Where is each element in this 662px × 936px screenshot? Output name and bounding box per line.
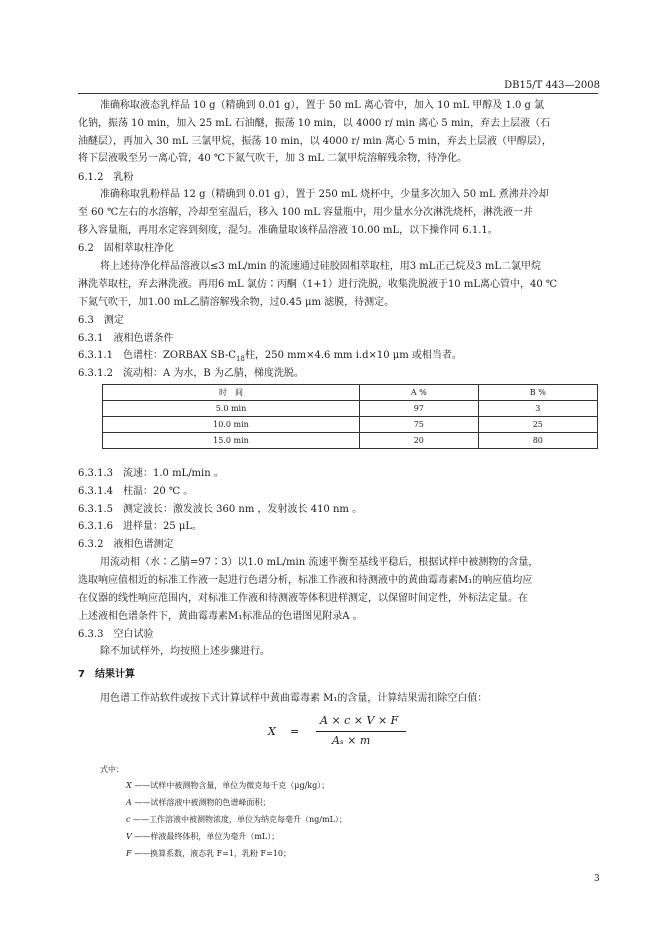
section-6-3-2-line: 用流动相（水∶乙腈=97∶3）以1.0 mL/min 流速平衡至基线平稳后，根据试样中被测物的含量， <box>100 557 539 568</box>
formula-numerator: A × c × V × F <box>320 714 399 727</box>
intro-line: 油醚层），再加入 30 mL 三氯甲烷，振荡 10 min，以 4000 r/ min 离心 5 min，弃去上层液（甲醇层）， <box>78 136 552 147</box>
table-cell: 80 <box>478 433 597 449</box>
section-6-3-2-line: 上述液相色谱条件下，黄曲霉毒素M₁标准品的色谱图见附录A 。 <box>78 611 363 622</box>
section-6-2-heading: 6.2 固相萃取柱净化 <box>78 243 174 254</box>
variable-definition <box>126 831 279 843</box>
table-header-row <box>103 385 598 401</box>
formula-lhs: X <box>268 725 276 738</box>
column-spec-subscript: 18 <box>235 355 245 363</box>
table-cell: 20 <box>359 433 478 449</box>
table-cell: 3 <box>478 401 597 417</box>
header-rule <box>78 93 598 94</box>
document-code: DB15/T 443—2008 <box>504 80 600 91</box>
variable-symbol: V <box>126 832 132 841</box>
fraction-bar <box>316 731 406 732</box>
table-row <box>103 401 598 417</box>
section-6-3-3-line: 除不加试样外，均按照上述步骤进行。 <box>100 646 270 657</box>
formula-equals: = <box>290 725 300 738</box>
variable-definition <box>126 848 291 860</box>
variable-definition <box>126 780 329 792</box>
injection-volume: 6.3.1.6 进样量：25 μL。 <box>78 521 203 532</box>
table-cell: 75 <box>359 417 478 433</box>
column-spec-label: 6.3.1.1 色谱柱：ZORBAX SB-C <box>78 350 236 361</box>
table-cell: 10.0 min <box>103 417 360 433</box>
variable-description: ——样液最终体积，单位为毫升（mL）； <box>131 832 280 841</box>
section-6-1-2-line: 移入容量瓶，再用水定容到刻度，混匀。准确量取该样品溶液 10.00 mL，以下操作同 6.1.1。 <box>78 225 498 236</box>
variable-description: ——工作溶液中被测物浓度，单位为纳克每毫升（ng/mL）； <box>130 815 347 824</box>
section-6-3-heading: 6.3 测定 <box>78 315 124 326</box>
section-6-1-2-line: 准确称取乳粉样品 12 g（精确到 0.01 g），置于 250 mL 烧杯中，少量多次加入 50 mL 煮沸并冷却 <box>100 189 549 200</box>
table-cell: 15.0 min <box>103 433 360 449</box>
table-header-cell: 时 间 <box>103 385 360 401</box>
variable-symbol: X <box>126 781 132 790</box>
column-spec <box>78 349 598 366</box>
table-cell: 97 <box>359 401 478 417</box>
table-row <box>103 433 598 449</box>
section-6-2-line: 淋洗萃取柱，弃去淋洗液。再用6 mL 氯仿∶丙酮（1+1）进行洗脱，收集洗脱液于10 mL离心管中，40 ℃ <box>78 279 558 290</box>
column-spec-rest: 柱，250 mm×4.6 mm i.d×10 μm 或相当者。 <box>244 350 462 361</box>
section-6-1-2-line: 至 60 ℃左右的水溶解，冷却至室温后，移入 100 mL 容量瓶中，用少量水分次淋洗烧杯，淋洗液一并 <box>78 207 534 218</box>
variables-intro: 式中： <box>100 765 124 774</box>
intro-line: 化钠，振荡 10 min，加入 25 mL 石油醚，振荡 10 min，以 4000 r/ min 离心 5 min，弃去上层液（石 <box>78 118 551 129</box>
section-7-heading: 7 结果计算 <box>78 669 135 680</box>
section-6-3-2-heading: 6.3.2 液相色谱测定 <box>78 539 174 550</box>
page-number: 3 <box>594 874 600 884</box>
formula-denominator: Aₛ × m <box>332 734 371 747</box>
table-cell: 5.0 min <box>103 401 360 417</box>
section-6-2-line: 下氮气吹干，加1.00 mL乙腈溶解残余物，过0.45 μm 滤膜，待测定。 <box>78 297 395 308</box>
intro-line: 准确称取液态乳样品 10 g（精确到 0.01 g），置于 50 mL 离心管中，加入 10 mL 甲醇及 1.0 g 氯 <box>100 100 545 111</box>
section-6-3-2-line: 在仪器的线性响应范围内，对标准工作液和待测液等体积进样测定，以保留时间定性，外标法定量。在 <box>78 593 528 604</box>
section-6-3-2-line: 选取响应值相近的标准工作液一起进行色谱分析，标准工作液和待测液中的黄曲霉毒素M₁的响应值均应 <box>78 575 533 586</box>
table-header-cell: A % <box>359 385 478 401</box>
section-6-1-2-heading: 6.1.2 乳粉 <box>78 172 134 183</box>
variable-symbol: A <box>126 798 132 807</box>
variable-description: ——试样溶液中被测物的色谱峰面积； <box>131 798 271 807</box>
variable-description: ——试样中被测物含量，单位为微克每千克（μg/kg）； <box>131 781 330 790</box>
variable-definition <box>126 814 347 826</box>
column-temperature: 6.3.1.4 柱温：20 ℃ 。 <box>78 486 194 497</box>
table-cell: 25 <box>478 417 597 433</box>
flow-rate: 6.3.1.3 流速：1.0 mL/min 。 <box>78 468 224 479</box>
table-header-cell: B % <box>478 385 597 401</box>
section-6-3-3-heading: 6.3.3 空白试验 <box>78 629 154 640</box>
variable-description: ——换算系数，液态乳 F=1，乳粉 F=10； <box>131 849 291 858</box>
mobile-phase: 6.3.1.2 流动相：A 为水，B 为乙腈，梯度洗脱。 <box>78 368 304 379</box>
table-row <box>103 417 598 433</box>
section-6-3-1-heading: 6.3.1 液相色谱条件 <box>78 333 174 344</box>
gradient-table <box>102 384 598 449</box>
variable-symbol: F <box>126 849 132 858</box>
section-6-2-line: 将上述待净化样品溶液以≤3 mL/min 的流速通过硅胶固相萃取柱，用3 mL正己烷及3 mL二氯甲烷 <box>100 261 542 272</box>
variable-definition <box>126 797 270 809</box>
intro-line: 将下层液吸至另一离心管，40 ℃下氮气吹干，加 3 mL 二氯甲烷溶解残余物，待净化。 <box>78 153 468 164</box>
detection-wavelength: 6.3.1.5 测定波长：激发波长 360 nm ，发射波长 410 nm 。 <box>78 504 363 515</box>
variable-symbol: c <box>126 815 131 824</box>
section-7-line: 用色谱工作站软件或按下式计算试样中黄曲霉毒素 M₁的含量，计算结果需扣除空白值： <box>100 693 488 704</box>
